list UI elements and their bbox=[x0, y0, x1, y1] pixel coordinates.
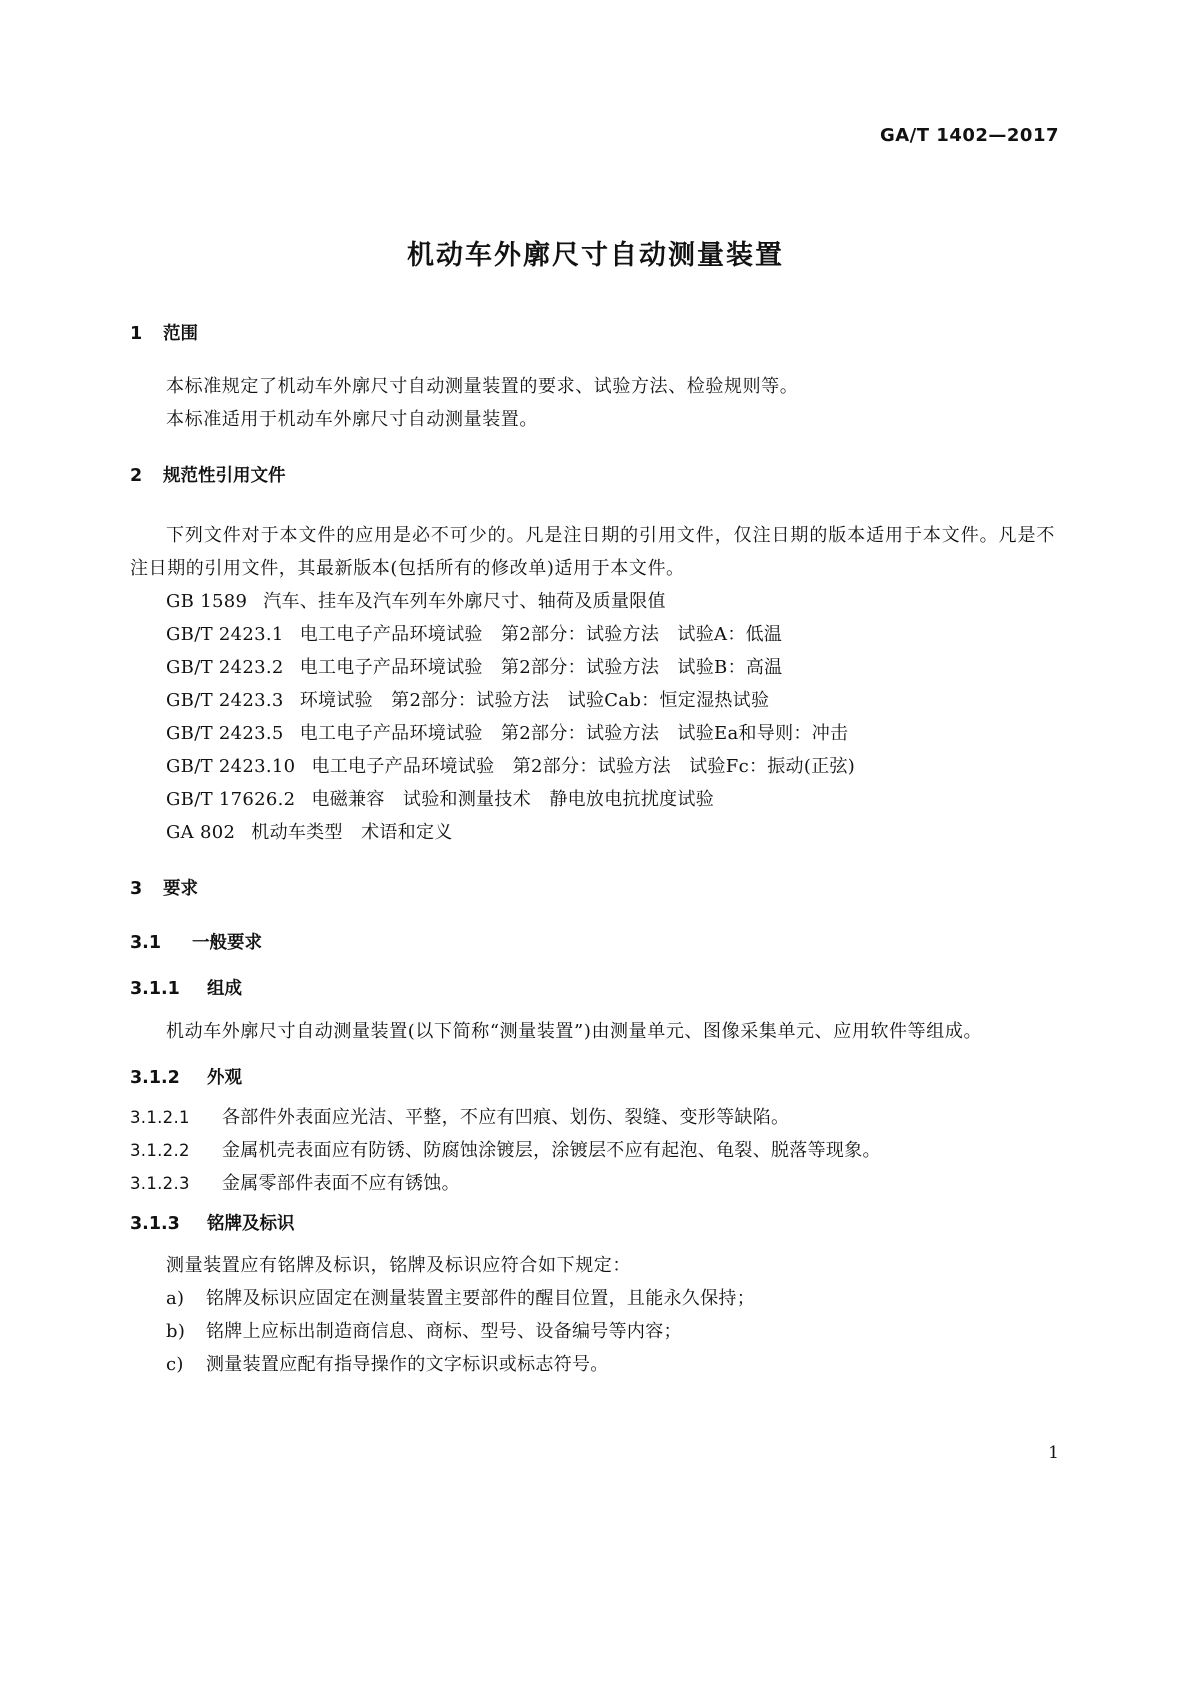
paragraph: 机动车外廓尺寸自动测量装置(以下简称“测量装置”)由测量单元、图像采集单元、应用软件等组成。 bbox=[166, 1021, 983, 1042]
standard-code: GA/T 1402—2017 bbox=[879, 125, 1059, 146]
clause-item bbox=[130, 1167, 1055, 1200]
subsection-number: 3.1.2 bbox=[130, 1068, 180, 1088]
subsection-number: 3.1.1 bbox=[130, 979, 180, 999]
reference-code: GB/T 2423.5 bbox=[166, 723, 284, 744]
section-number: 1 bbox=[130, 324, 143, 344]
reference-item bbox=[130, 783, 1055, 816]
reference-code: GB/T 2423.3 bbox=[166, 690, 284, 711]
subsection-title: 一般要求 bbox=[192, 933, 262, 953]
clause-text: 金属零部件表面不应有锈蚀。 bbox=[222, 1173, 460, 1194]
list-text: 测量装置应配有指导操作的文字标识或标志符号。 bbox=[206, 1354, 609, 1375]
list-marker: a) bbox=[166, 1288, 185, 1309]
subsection-title: 组成 bbox=[207, 979, 242, 999]
clause-text: 各部件外表面应光洁、平整，不应有凹痕、划伤、裂缝、变形等缺陷。 bbox=[222, 1107, 790, 1128]
reference-code: GB/T 2423.2 bbox=[166, 657, 284, 678]
reference-title: 电工电子产品环境试验 第2部分：试验方法 试验Ea和导则：冲击 bbox=[299, 723, 849, 744]
clause-number: 3.1.2.1 bbox=[130, 1108, 190, 1127]
subsection-3-1-1-heading bbox=[130, 977, 1055, 1001]
clause-item bbox=[130, 1101, 1055, 1134]
page-number: 1 bbox=[1048, 1443, 1059, 1463]
subsection-title: 铭牌及标识 bbox=[207, 1214, 295, 1234]
reference-title: 汽车、挂车及汽车列车外廓尺寸、轴荷及质量限值 bbox=[263, 591, 666, 612]
list-text: 铭牌及标识应固定在测量装置主要部件的醒目位置，且能永久保持； bbox=[206, 1288, 755, 1309]
subsection-number: 3.1.3 bbox=[130, 1214, 180, 1234]
reference-title: 电工电子产品环境试验 第2部分：试验方法 试验A：低温 bbox=[299, 624, 783, 645]
section-title: 规范性引用文件 bbox=[163, 466, 286, 486]
reference-title: 环境试验 第2部分：试验方法 试验Cab：恒定湿热试验 bbox=[299, 690, 770, 711]
reference-item bbox=[130, 750, 1055, 783]
subsection-number: 3.1 bbox=[130, 933, 162, 953]
list-item bbox=[130, 1315, 1055, 1348]
clause-number: 3.1.2.2 bbox=[130, 1141, 190, 1160]
document-title: 机动车外廓尺寸自动测量装置 bbox=[407, 240, 784, 271]
section-number: 2 bbox=[130, 466, 143, 486]
subsection-3-1-3-heading bbox=[130, 1212, 1055, 1236]
reference-code: GA 802 bbox=[166, 822, 236, 843]
section-number: 3 bbox=[130, 879, 143, 899]
paragraph: 下列文件对于本文件的应用是必不可少的。凡是注日期的引用文件，仅注日期的版本适用于本文件。凡是不注日期的引用文件，其最新版本(包括所有的修改单)适用于本文件。 bbox=[130, 525, 1055, 579]
subsection-3-1-2-heading bbox=[130, 1066, 1055, 1090]
reference-title: 电磁兼容 试验和测量技术 静电放电抗扰度试验 bbox=[311, 789, 715, 810]
reference-item bbox=[130, 684, 1055, 717]
list-text: 铭牌上应标出制造商信息、商标、型号、设备编号等内容； bbox=[206, 1321, 682, 1342]
clause-item bbox=[130, 1134, 1055, 1167]
list-item bbox=[130, 1348, 1055, 1381]
subsection-title: 外观 bbox=[207, 1068, 242, 1088]
reference-title: 电工电子产品环境试验 第2部分：试验方法 试验Fc：振动(正弦) bbox=[311, 756, 856, 777]
reference-code: GB/T 17626.2 bbox=[166, 789, 296, 810]
reference-item bbox=[130, 717, 1055, 750]
section-title: 要求 bbox=[163, 879, 198, 899]
reference-item bbox=[130, 816, 1055, 849]
section-2-heading bbox=[130, 464, 1055, 488]
reference-item bbox=[130, 651, 1055, 684]
paragraph: 测量装置应有铭牌及标识，铭牌及标识应符合如下规定： bbox=[166, 1255, 631, 1276]
section-3-heading bbox=[130, 877, 1055, 901]
section-1-heading bbox=[130, 322, 1055, 346]
clause-text: 金属机壳表面应有防锈、防腐蚀涂镀层，涂镀层不应有起泡、龟裂、脱落等现象。 bbox=[222, 1140, 881, 1161]
paragraph: 本标准规定了机动车外廓尺寸自动测量装置的要求、试验方法、检验规则等。 bbox=[166, 376, 799, 397]
reference-code: GB/T 2423.10 bbox=[166, 756, 296, 777]
list-marker: b) bbox=[166, 1321, 186, 1342]
section-title: 范围 bbox=[163, 324, 198, 344]
reference-item bbox=[130, 585, 1055, 618]
reference-item bbox=[130, 618, 1055, 651]
document-body bbox=[130, 322, 1055, 1381]
reference-code: GB 1589 bbox=[166, 591, 248, 612]
reference-code: GB/T 2423.1 bbox=[166, 624, 284, 645]
reference-title: 机动车类型 术语和定义 bbox=[251, 822, 453, 843]
reference-title: 电工电子产品环境试验 第2部分：试验方法 试验B：高温 bbox=[299, 657, 783, 678]
list-item bbox=[130, 1282, 1055, 1315]
list-marker: c) bbox=[166, 1354, 184, 1375]
paragraph: 本标准适用于机动车外廓尺寸自动测量装置。 bbox=[166, 409, 538, 430]
subsection-3-1-heading bbox=[130, 931, 1055, 955]
clause-number: 3.1.2.3 bbox=[130, 1174, 190, 1193]
